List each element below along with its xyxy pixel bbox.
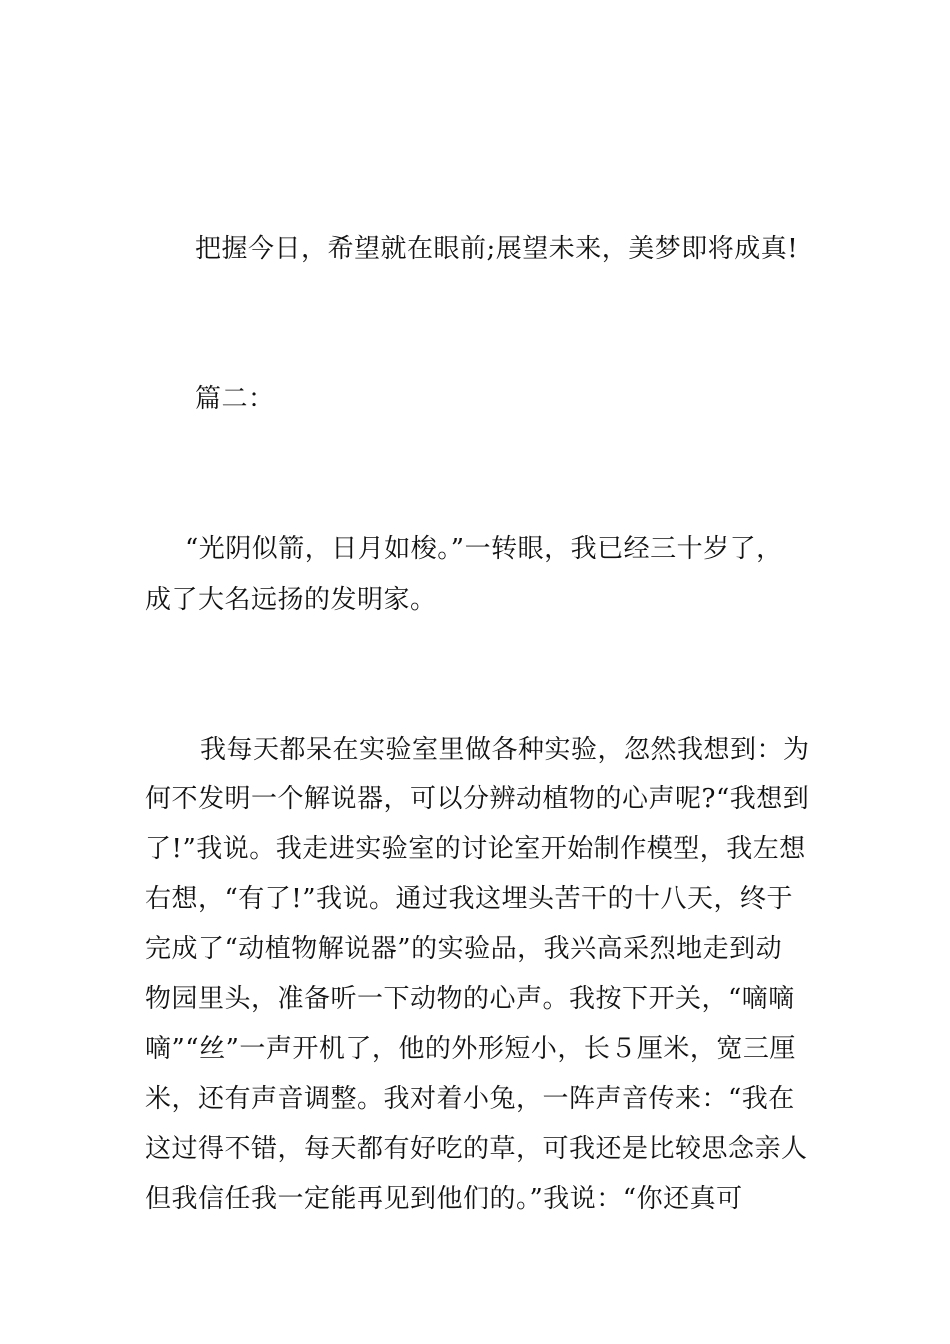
paragraph-line: 右想，“有了!”我说。通过我这埋头苦干的十八天，终于 (145, 884, 794, 914)
section-heading: 篇二： (195, 384, 275, 414)
paragraph-line: 我每天都呆在实验室里做各种实验，忽然我想到：为 (200, 735, 810, 765)
paragraph-line: 成了大名远扬的发明家。 (145, 585, 437, 615)
paragraph-line: 这过得不错，每天都有好吃的草，可我还是比较思念亲人 (145, 1134, 808, 1164)
paragraph-line: 了!”我说。我走进实验室的讨论室开始制作模型，我左想 (145, 834, 806, 864)
paragraph-line: 嘀”“丝”一声开机了，他的外形短小，长５厘米，宽三厘 (145, 1034, 796, 1064)
paragraph-line: 但我信任我一定能再见到他们的。”我说：“你还真可 (145, 1184, 743, 1214)
paragraph-line: 何不发明一个解说器，可以分辨动植物的心声呢?“我想到 (145, 784, 810, 814)
paragraph-line: 物园里头，准备听一下动物的心声。我按下开关，“嘀嘀 (145, 984, 795, 1014)
closing-line: 把握今日，希望就在眼前;展望未来，美梦即将成真! (195, 234, 799, 264)
paragraph-line: 米，还有声音调整。我对着小兔，一阵声音传来：“我在 (145, 1084, 795, 1114)
paragraph-line: 完成了“动植物解说器”的实验品，我兴高采烈地走到动 (145, 934, 783, 964)
paragraph-line: “光阴似箭，日月如梭。”一转眼，我已经三十岁了， (185, 534, 783, 564)
